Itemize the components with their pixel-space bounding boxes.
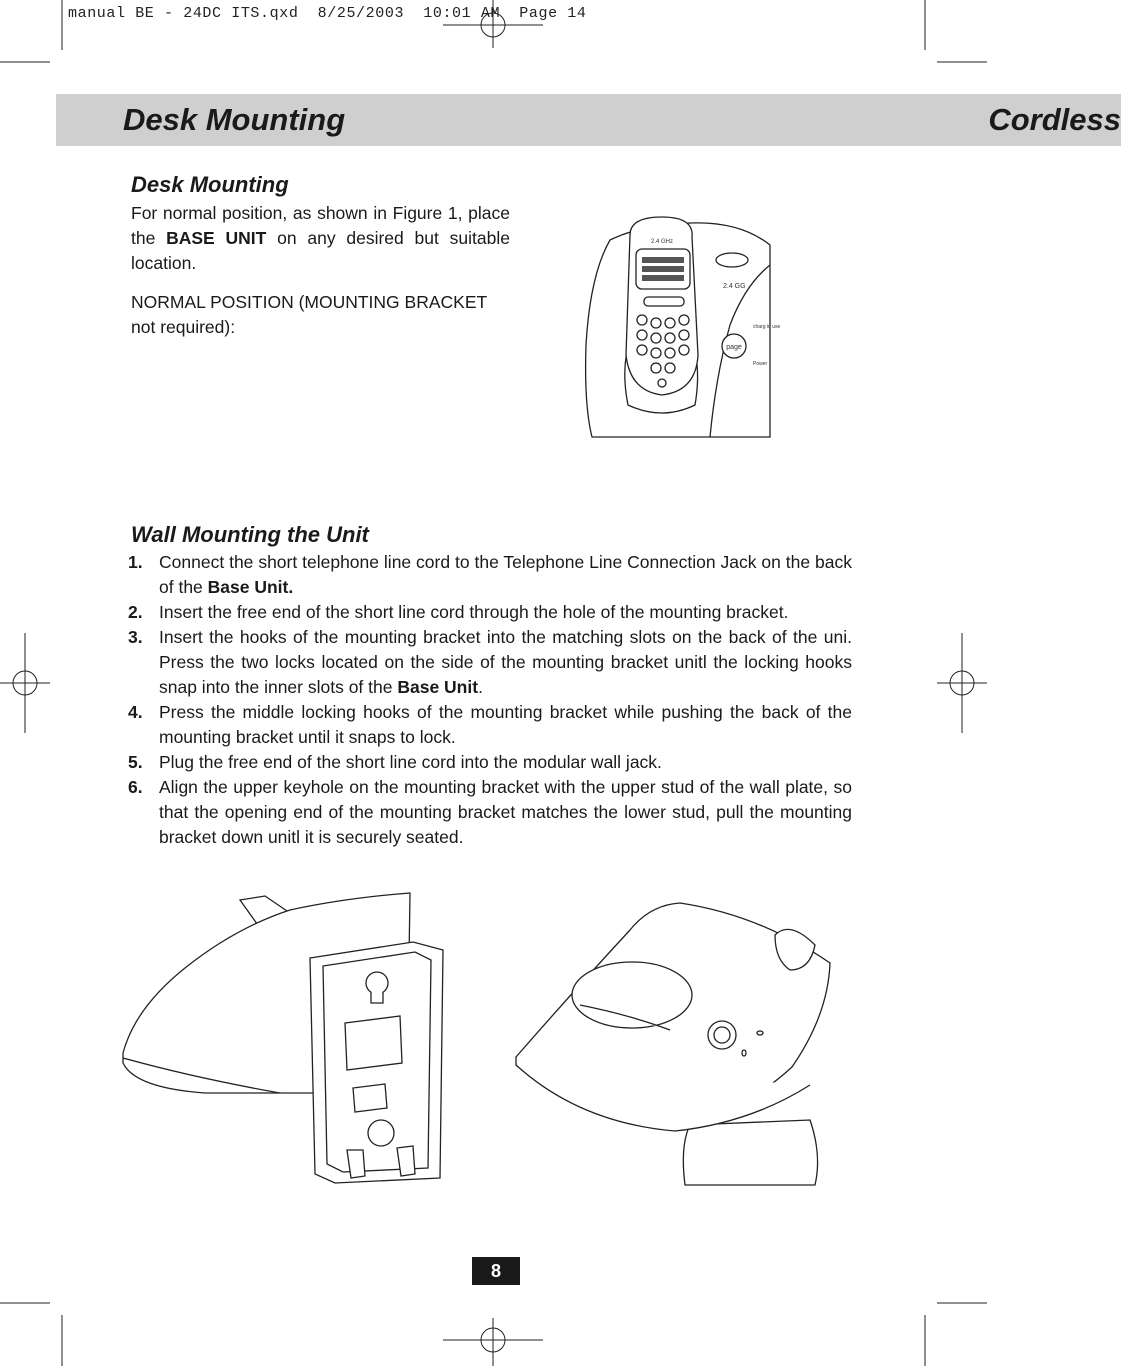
step-item: 6. Align the upper keyhole on the mounting bracket with the upper stud of the wall plate, so that the opening end of the mounting bracket matches the lower stud, pull the mounting bracket down unitl it is securely seated. — [128, 777, 852, 847]
step-item: 5. Plug the free end of the short line cord into the modular wall jack. — [128, 752, 662, 772]
normal-position-paragraph: NORMAL POSITION (MOUNTING BRACKET not required): — [131, 292, 487, 337]
charge-led-label: charg in use — [753, 324, 781, 330]
header-title: Desk Mounting — [123, 102, 346, 137]
step-item: 1. Connect the short telephone line cord to the Telephone Line Connection Jack on the back of the Base Unit. — [128, 552, 852, 597]
desk-mounting-heading: Desk Mounting — [131, 172, 289, 197]
desk-mounting-paragraph: For normal position, as shown in Figure 1, place the BASE UNIT on any desired but suitable location. — [131, 203, 510, 273]
power-led-label: Power — [753, 361, 768, 367]
page-number: 8 — [472, 1257, 520, 1285]
base-unit-angled-figure — [510, 895, 835, 1195]
wall-mounting-steps — [128, 550, 852, 850]
header-section-label: Cordless — [988, 102, 1121, 137]
print-slug: manual BE - 24DC ITS.qxd 8/25/2003 10:01 AM Page 14 — [68, 5, 587, 22]
base-band-label: 2.4 GG — [723, 283, 746, 290]
wall-mounting-heading: Wall Mounting the Unit — [131, 522, 369, 547]
page-button-label: page — [726, 344, 742, 351]
handset-band-label: 2.4 GHz — [650, 239, 674, 245]
wall-bracket-figure — [115, 888, 455, 1193]
step-item: 2. Insert the free end of the short line cord through the hole of the mounting bracket. — [128, 602, 789, 622]
phone-on-base-figure — [580, 205, 790, 445]
step-item: 3. Insert the hooks of the mounting bracket into the matching slots on the back of the uni. Press the two locks located on the side of the mounting bracket unitl the locking hooks snap into the inner slots of the Base Unit. — [128, 627, 852, 697]
step-item: 4. Press the middle locking hooks of the mounting bracket while pushing the back of the mounting bracket until it snaps to lock. — [128, 702, 852, 747]
